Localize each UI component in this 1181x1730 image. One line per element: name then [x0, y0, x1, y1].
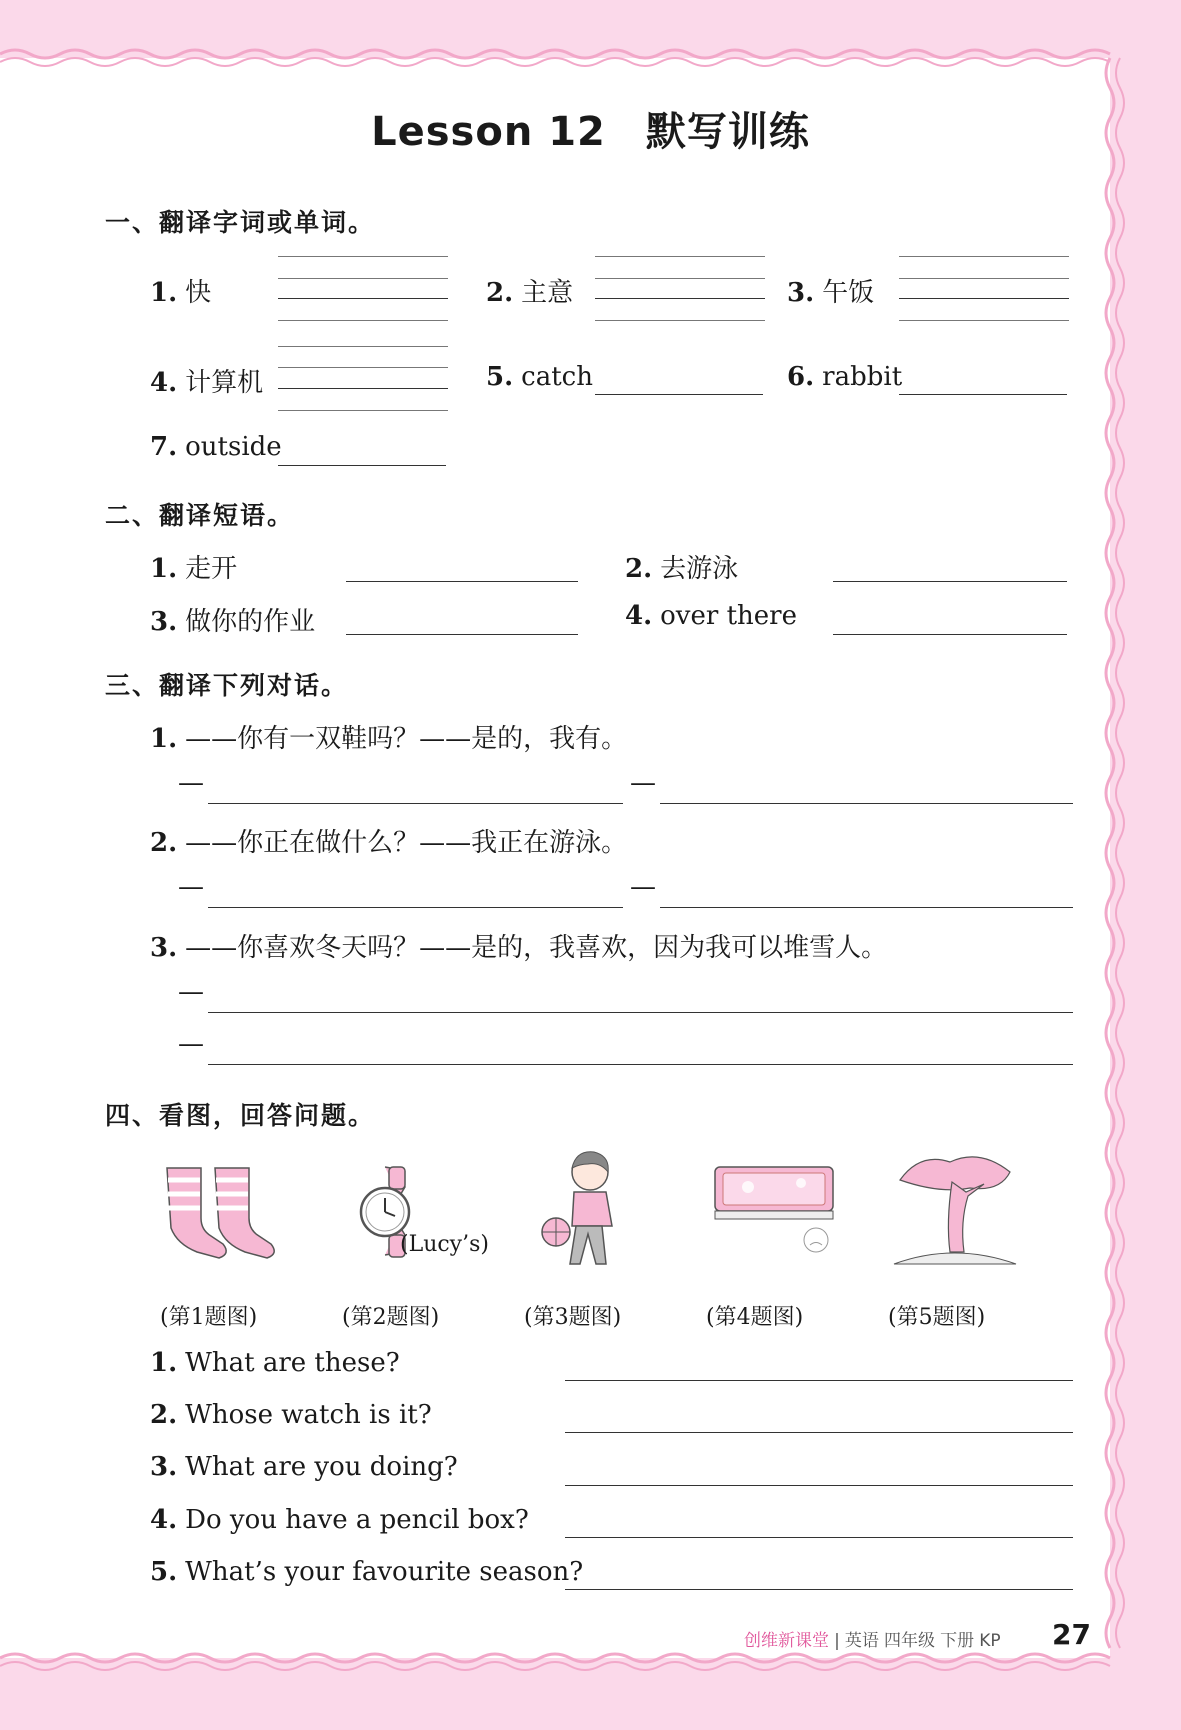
s4-answer-line-1[interactable]	[565, 1380, 1073, 1381]
s1-item-6-answer-line[interactable]	[899, 394, 1067, 395]
caption-2: (第2题图)	[342, 1305, 440, 1330]
s3-item-2: 2. ——你正在做什么？——我正在游泳。	[150, 828, 628, 858]
s2-item-2: 2. 去游泳	[625, 554, 739, 584]
pencil-box-illustration	[713, 1165, 838, 1260]
footer-edition: KP	[979, 1631, 1001, 1651]
s1-item-6: 6. rabbit	[787, 362, 903, 392]
section-1-heading: 一、翻译字词或单词。	[105, 208, 376, 237]
caption-5: (第5题图)	[888, 1305, 986, 1330]
s2-item-3: 3. 做你的作业	[150, 607, 316, 637]
s3-item-2-answer-line-b[interactable]	[660, 907, 1073, 908]
footer: 创维新课堂 | 英语 四年级 下册 KP	[744, 1631, 1001, 1651]
s3-item-3: 3. ——你喜欢冬天吗？——是的，我喜欢，因为我可以堆雪人。	[150, 933, 888, 963]
s1-item-4: 4. 计算机	[150, 368, 264, 398]
page-number: 27	[1052, 1618, 1091, 1651]
s2-item-1: 1. 走开	[150, 554, 238, 584]
s4-question-5: 5. What’s your favourite season?	[150, 1557, 584, 1587]
s3-item-3-dash-b: —	[178, 1029, 204, 1059]
lesson-title: Lesson 12	[371, 109, 606, 155]
s4-question-1: 1. What are these?	[150, 1348, 400, 1378]
s1-item-2-answer-line[interactable]	[595, 298, 765, 299]
s1-item-2: 2. 主意	[486, 278, 574, 308]
s3-item-2-dash-a: —	[178, 872, 204, 902]
caption-3: (第3题图)	[524, 1305, 622, 1330]
s1-item-4-answer-line[interactable]	[278, 388, 448, 389]
s2-item-2-answer-line[interactable]	[833, 581, 1067, 582]
s1-item-7-answer-line[interactable]	[278, 465, 446, 466]
s1-item-3: 3. 午饭	[787, 278, 875, 308]
footer-subject: 英语	[844, 1631, 879, 1651]
section-4-heading: 四、看图，回答问题。	[105, 1101, 376, 1130]
s3-item-3-answer-line-a[interactable]	[208, 1012, 1073, 1013]
s3-item-3-dash-a: —	[178, 977, 204, 1007]
lesson-subtitle: 默写训练	[645, 109, 810, 155]
s1-item-7: 7. outside	[150, 432, 282, 462]
s4-question-3: 3. What are you doing?	[150, 1452, 458, 1482]
s2-item-4-answer-line[interactable]	[833, 634, 1067, 635]
tree-illustration	[890, 1152, 1020, 1270]
footer-grade: 四年级	[884, 1631, 936, 1651]
s3-item-1-answer-line-a[interactable]	[208, 803, 623, 804]
section-2-heading: 二、翻译短语。	[105, 501, 295, 530]
footer-term: 下册	[940, 1631, 975, 1651]
s4-answer-line-4[interactable]	[565, 1537, 1073, 1538]
s3-item-1-answer-line-b[interactable]	[660, 803, 1073, 804]
socks-illustration	[155, 1160, 290, 1265]
s3-item-1: 1. ——你有一双鞋吗？——是的，我有。	[150, 724, 628, 754]
s4-answer-line-5[interactable]	[565, 1589, 1073, 1590]
s3-item-2-answer-line-a[interactable]	[208, 907, 623, 908]
footer-brand: 创维新课堂	[744, 1631, 829, 1651]
s2-item-3-answer-line[interactable]	[346, 634, 578, 635]
s4-question-2: 2. Whose watch is it?	[150, 1400, 432, 1430]
s4-question-4: 4. Do you have a pencil box?	[150, 1505, 529, 1535]
watch-owner-label: (Lucy’s)	[400, 1232, 489, 1257]
s4-answer-line-3[interactable]	[565, 1485, 1073, 1486]
s3-item-3-answer-line-b[interactable]	[208, 1064, 1073, 1065]
caption-1: (第1题图)	[160, 1305, 258, 1330]
section-3-heading: 三、翻译下列对话。	[105, 671, 349, 700]
s2-item-4: 4. over there	[625, 601, 797, 631]
boy-basketball-illustration	[538, 1150, 628, 1275]
s1-item-5: 5. catch	[486, 362, 593, 392]
s1-item-1: 1. 快	[150, 278, 212, 308]
s3-item-1-dash-b: —	[630, 768, 656, 798]
s2-item-1-answer-line[interactable]	[346, 581, 578, 582]
s1-item-1-answer-line[interactable]	[278, 298, 448, 299]
s1-item-1-guide-top	[278, 256, 448, 257]
s1-item-3-answer-line[interactable]	[899, 298, 1069, 299]
s4-answer-line-2[interactable]	[565, 1432, 1073, 1433]
s3-item-2-dash-b: —	[630, 872, 656, 902]
s3-item-1-dash-a: —	[178, 768, 204, 798]
caption-4: (第4题图)	[706, 1305, 804, 1330]
page-title	[0, 100, 1181, 157]
s1-item-5-answer-line[interactable]	[595, 394, 763, 395]
